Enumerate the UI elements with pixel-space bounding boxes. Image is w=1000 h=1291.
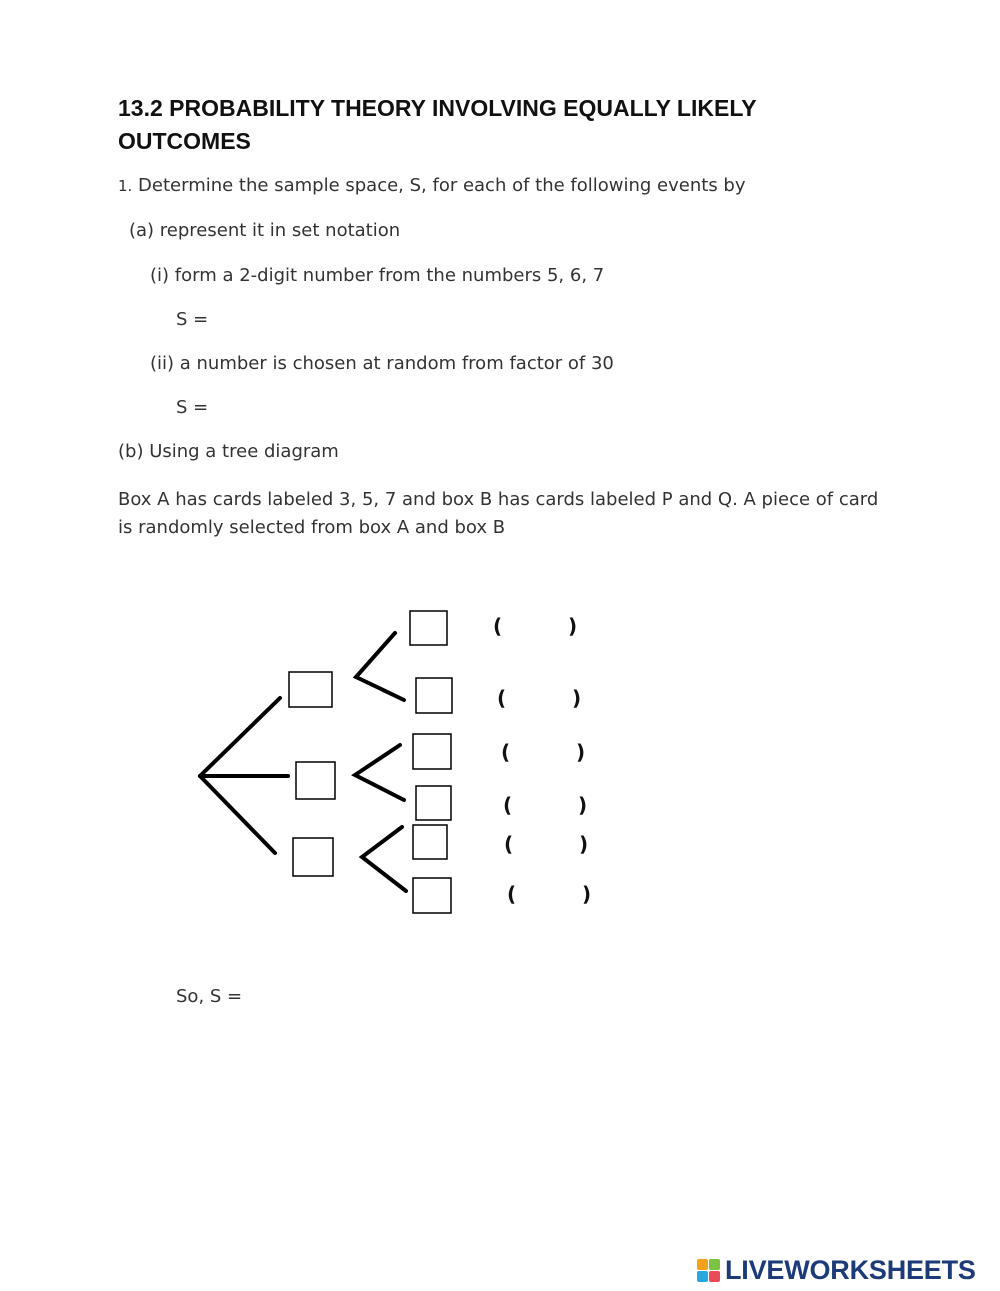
outcome-close-paren: ) (572, 686, 582, 710)
second-stage-answer-box[interactable] (416, 786, 451, 820)
second-stage-answer-box[interactable] (410, 611, 447, 645)
tree-branch (362, 827, 406, 891)
outcome-close-paren: ) (576, 740, 586, 764)
part-b-label: (b) Using a tree diagram (118, 441, 339, 462)
item-ii-answer-label: S = (176, 397, 209, 418)
first-stage-answer-box[interactable] (296, 762, 335, 799)
outcome-open-paren: ( (501, 740, 511, 764)
outcome-close-paren: ) (579, 832, 589, 856)
first-stage-answer-box[interactable] (293, 838, 333, 876)
liveworksheets-logo (697, 1253, 976, 1287)
outcome-open-paren: ( (504, 832, 514, 856)
second-stage-answer-box[interactable] (413, 878, 451, 913)
second-stage-answer-box[interactable] (413, 825, 447, 859)
first-stage-answer-box[interactable] (289, 672, 332, 707)
sample-space-conclusion: So, S = (176, 986, 243, 1007)
logo-text: LIVEWORKSHEETS (725, 1254, 976, 1285)
item-i-answer-label: S = (176, 309, 209, 330)
outcome-open-paren: ( (497, 686, 507, 710)
logo-mark-tile (697, 1259, 708, 1270)
outcome-close-paren: ) (568, 614, 578, 638)
worksheet-title: 13.2 PROBABILITY THEORY INVOLVING EQUALLY LIKELY OUTCOMES (118, 95, 757, 154)
item-i-text: (i) form a 2-digit number from the numbers 5, 6, 7 (150, 265, 605, 286)
second-stage-answer-box[interactable] (413, 734, 451, 769)
question-prompt: Determine the sample space, S, for each of the following events by (138, 175, 746, 196)
outcome-open-paren: ( (493, 614, 503, 638)
logo-mark-tile (697, 1271, 708, 1282)
part-a-label: (a) represent it in set notation (129, 220, 401, 241)
question-number: 1. (118, 177, 133, 195)
tree-branch (355, 745, 404, 800)
second-stage-answer-box[interactable] (416, 678, 452, 713)
outcome-open-paren: ( (503, 793, 513, 817)
item-ii-text: (ii) a number is chosen at random from factor of 30 (150, 353, 614, 374)
tree-branch (200, 776, 275, 853)
outcome-close-paren: ) (578, 793, 588, 817)
logo-mark-tile (709, 1271, 720, 1282)
tree-branch (200, 698, 280, 776)
logo-mark-icon (697, 1259, 720, 1282)
outcome-open-paren: ( (507, 882, 517, 906)
logo-mark-tile (709, 1259, 720, 1270)
tree-branch (356, 633, 404, 700)
outcome-close-paren: ) (582, 882, 592, 906)
part-b-description: Box A has cards labeled 3, 5, 7 and box B has cards labeled P and Q. A piece of card is randomly selected from box A and box B (118, 489, 879, 538)
